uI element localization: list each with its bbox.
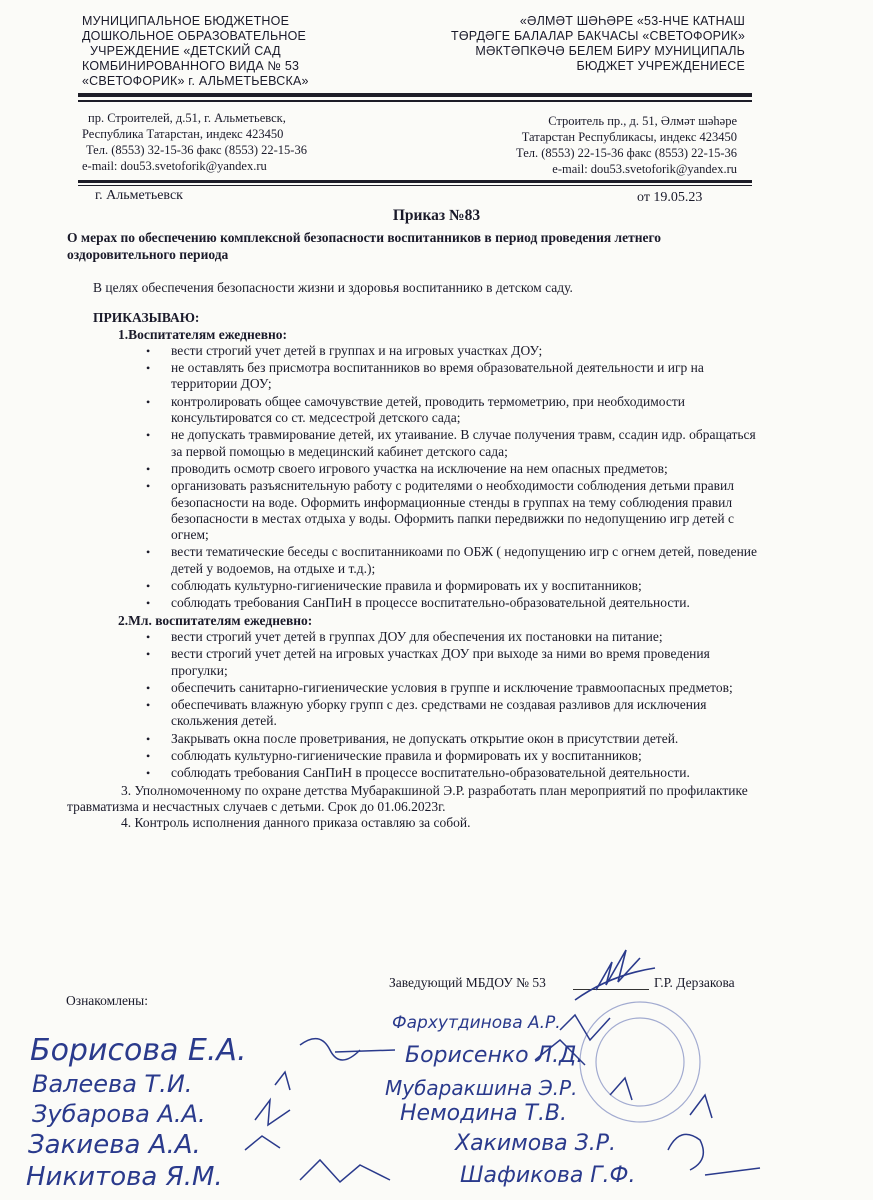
list-item: • проводить осмотр своего игрового участка на исключение на нем опасных предметов; [171, 461, 767, 477]
contact-line: e-mail: dou53.svetoforik@yandex.ru [82, 159, 267, 173]
handwritten-name: Зубарова А.А. [32, 1100, 206, 1128]
command-heading: ПРИКАЗЫВАЮ: [93, 310, 200, 326]
handwritten-name: Немодина Т.В. [400, 1101, 568, 1126]
signature-position: Заведующий МБДОУ № 53 [389, 975, 546, 990]
contact-line: Тел. (8553) 32-15-36 факс (8553) 22-15-36 [86, 143, 307, 157]
org-line: ТӨРДӘГЕ БАЛАЛАР БАКЧАСЫ «СВЕТОФОРИК» [451, 29, 745, 43]
director-signature [575, 950, 655, 1000]
order-title: Приказ №83 [392, 207, 481, 224]
handwritten-name: Закиева А.А. [28, 1130, 201, 1160]
list-item: • не оставлять без присмотра воспитанников во время образовательной деятельности и игр на территории ДОУ; [171, 360, 767, 393]
org-line: УЧРЕЖДЕНИЕ «ДЕТСКИЙ САД [90, 44, 281, 58]
list-item: • соблюдать требования СанПиН в процессе воспитательно-образовательной деятельности. [171, 595, 767, 611]
list-item: • обеспечить санитарно-гигиенические условия в группе и исключение травмоопасных предметов; [171, 680, 767, 696]
list-item: • соблюдать культурно-гигиенические правила и формировать их у воспитанников; [171, 578, 767, 594]
list-item: • соблюдать требования СанПиН в процессе воспитательно-образовательной деятельности. [171, 765, 767, 781]
document-date: от 19.05.23 [637, 190, 703, 205]
contact-line: Республика Татарстан, индекс 423450 [82, 127, 284, 141]
contact-line: e-mail: dou53.svetoforik@yandex.ru [552, 162, 737, 176]
stamp [580, 1002, 700, 1122]
handwritten-name: Шафикова Г.Ф. [460, 1163, 636, 1188]
signature-name: Г.Р. Дерзакова [654, 975, 735, 990]
list-item: • Закрывать окна после проветривания, не допускать открытие окон в присутствии детей. [171, 731, 767, 747]
handwritten-name: Хакимова З.Р. [455, 1131, 616, 1156]
org-line: МӘКТӘПКӘЧӘ БЕЛЕМ БИРУ МУНИЦИПАЛЬ [475, 44, 745, 58]
acquainted-label: Ознакомлены: [66, 993, 148, 1008]
list-item: • вести строгий учет детей на игровых участках ДОУ при выходе за ними во время проведения прогулки; [171, 646, 767, 679]
list-item: • не допускать травмирование детей, их утаивание. В случае получения травм, ссадин идр. обращаться за первой помощью в медецинский кабинет детского сада; [171, 427, 767, 460]
handwritten-name: Мубаракшина Э.Р. [385, 1076, 578, 1100]
org-line: КОМБИНИРОВАННОГО ВИДА № 53 [82, 59, 300, 73]
org-line: МУНИЦИПАЛЬНОЕ БЮДЖЕТНОЕ [82, 14, 290, 28]
org-line: ДОШКОЛЬНОЕ ОБРАЗОВАТЕЛЬНОЕ [82, 29, 307, 43]
section-1-heading: 1.Воспитателям ежедневно: [118, 326, 288, 342]
list-item: • организовать разъяснительную работу с родителями о необходимости соблюдения детьми правил безопасности на воде. Оформить информационные стенды в группах на тему соблюдения правил безопасности в местах отдыха у воды. Оформить папки передвижки по недопущению игр детей с огнем; [171, 478, 767, 543]
org-line: «СВЕТОФОРИК» г. АЛЬМЕТЬЕВСКА» [82, 74, 309, 88]
contact-line: Татарстан Республикасы, индекс 423450 [521, 130, 737, 144]
contact-line: пр. Строителей, д.51, г. Альметьевск, [88, 111, 286, 125]
intro-text: В целях обеспечения безопасности жизни и здоровья воспитаннико в детском саду. [93, 280, 573, 295]
handwritten-name: Никитова Я.М. [26, 1162, 223, 1192]
subject-text: О мерах по обеспечению комплексной безопасности воспитанников в период проведения летнего оздоровительного периода [67, 230, 662, 262]
list-item: • контролировать общее самочувствие детей, проводить термометрию, при необходимости консультироватся со ст. медсестрой детского сада; [171, 394, 767, 427]
contact-line: Тел. (8553) 22-15-36 факс (8553) 22-15-36 [516, 146, 737, 160]
handwritten-name: Фархутдинова А.Р. [392, 1013, 561, 1033]
handwritten-name: Валеева Т.И. [32, 1070, 193, 1098]
list-item: • вести тематические беседы с воспитанникоами по ОБЖ ( недопущению игр с огнем детей, поведение детей у водоемов, на отдыхе и т.д.); [171, 544, 767, 577]
section-2-heading: 2.Мл. воспитателям ежедневно: [118, 612, 313, 628]
handwritten-name: Борисова Е.А. [30, 1033, 247, 1068]
list-item: • вести строгий учет детей в группах и на игровых участках ДОУ; [171, 343, 767, 359]
org-line: «ӘЛМӘТ ШӘҺӘРЕ «53-НЧЕ КАТНАШ [519, 14, 745, 28]
document-place: г. Альметьевск [95, 188, 183, 203]
handwritten-name: Борисенко Л.Д. [405, 1043, 584, 1068]
point-3: 3. Уполномоченному по охране детства Мубаракшиной Э.Р. разработать план мероприятий по профилактике травматизма и несчастных случаев с детьми. Срок до 01.06.2023г. [67, 782, 748, 814]
list-item: • соблюдать культурно-гигиенические правила и формировать их у воспитанников; [171, 748, 767, 764]
point-4: 4. Контроль исполнения данного приказа оставляю за собой. [121, 815, 471, 831]
org-line: БЮДЖЕТ УЧРЕЖДЕНИЕСЕ [576, 59, 745, 73]
list-item: • обеспечивать влажную уборку групп с дез. средствами не создавая разливов для исключения скольжения детей. [171, 697, 767, 730]
contact-line: Строитель пр., д. 51, Әлмәт шәһәре [548, 114, 737, 128]
list-item: • вести строгий учет детей в группах ДОУ для обеспечения их постановки на питание; [171, 629, 767, 645]
staff-signatures [26, 1013, 635, 1192]
